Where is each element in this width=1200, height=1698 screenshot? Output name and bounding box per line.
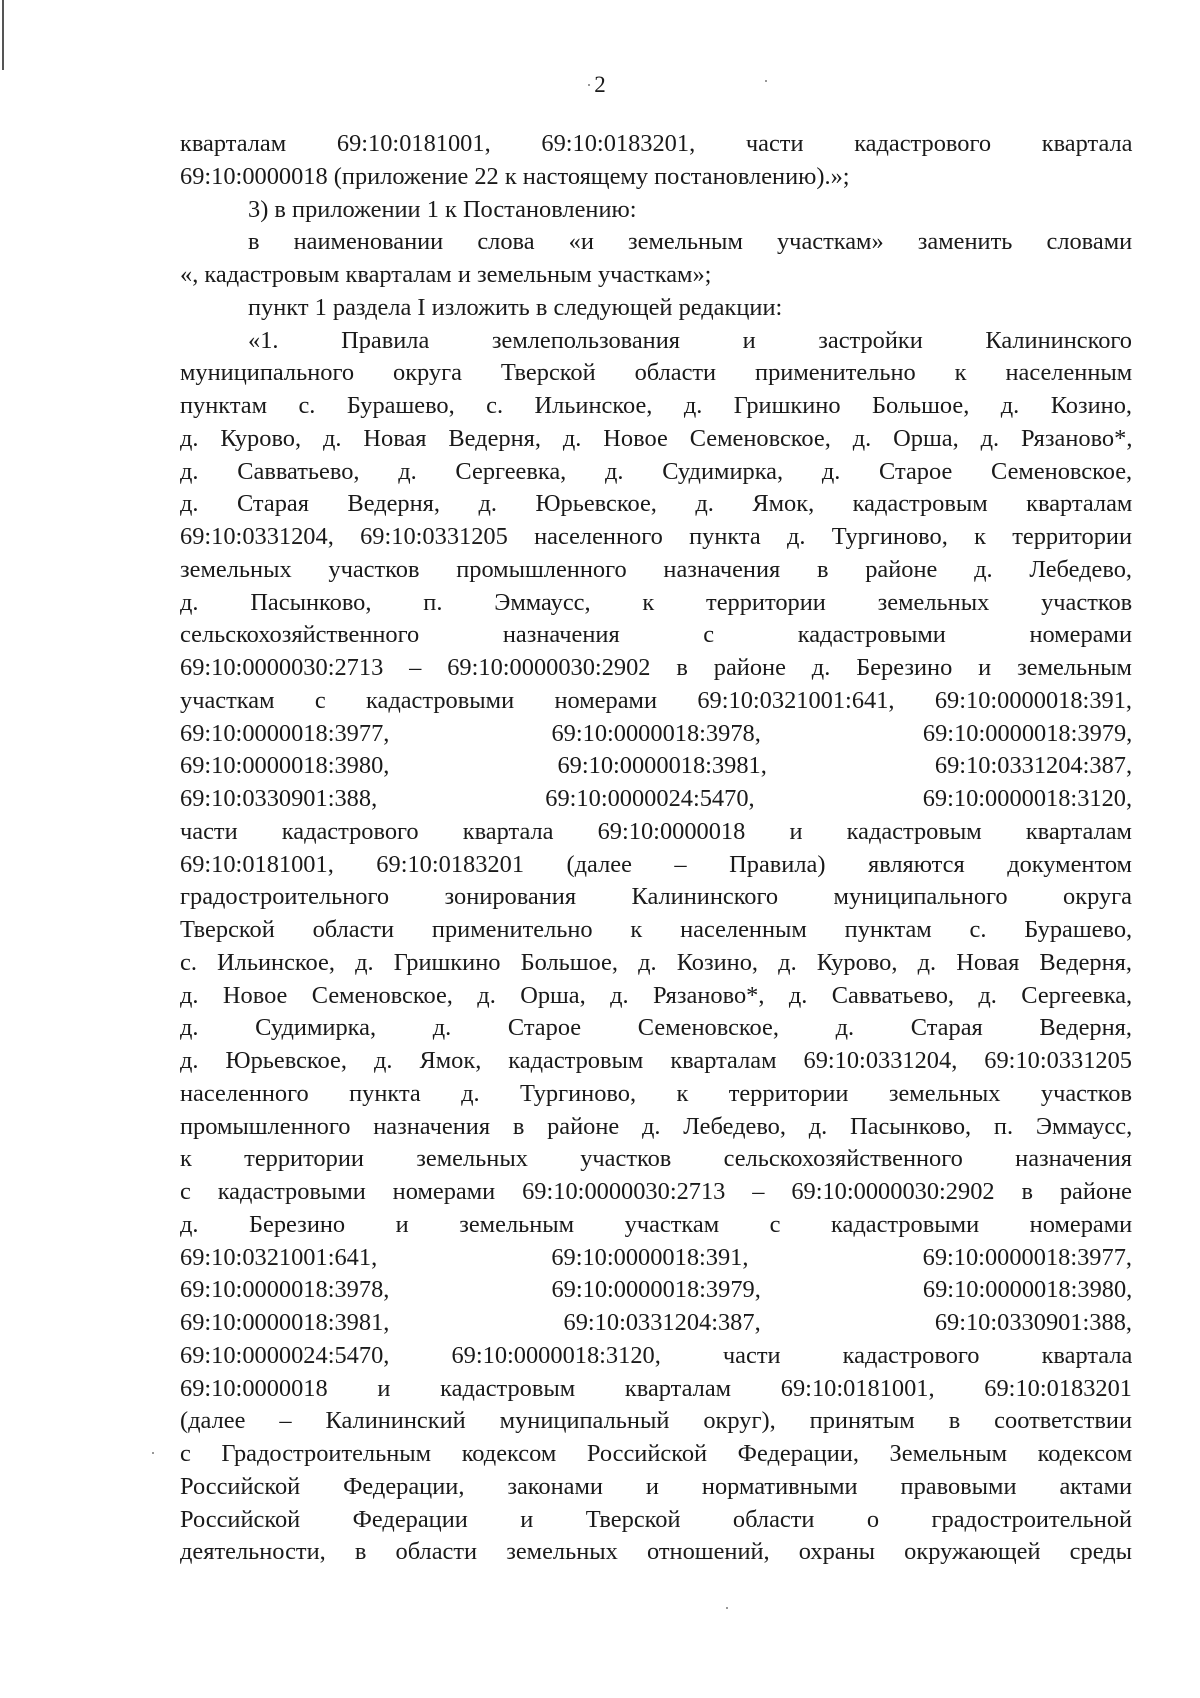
text-line: д. Савватьево, д. Сергеевка, д. Судимирка, д. Старое Семеновское, (180, 457, 1133, 485)
text-line: части кадастрового квартала 69:10:0000018 и кадастровым кварталам (180, 817, 1132, 845)
text-line: земельных участков промышленного назначения в районе д. Лебедево, (180, 555, 1132, 583)
text-line: 69:10:0181001, 69:10:0183201 (далее – Правила) являются документом (180, 850, 1132, 878)
text-line: д. Юрьевское, д. Ямок, кадастровым кварталам 69:10:0331204, 69:10:0331205 (180, 1047, 1132, 1074)
text-line: д. Новое Семеновское, д. Орша, д. Рязаново*, д. Савватьево, д. Сергеевка, (180, 981, 1133, 1009)
text-line: сельскохозяйственного назначения с кадастровыми номерами (180, 621, 1132, 649)
text-line: Тверской области применительно к населенным пунктам с. Бурашево, (180, 916, 1133, 943)
text-line: д. Курово, д. Новая Ведерня, д. Новое Семеновское, д. Орша, д. Рязаново*, (180, 424, 1133, 452)
text-line: 69:10:0000018:3978, 69:10:0000018:3979, 69:10:0000018:3980, (180, 1276, 1133, 1304)
text-line: 3) в приложении 1 к Постановлению: (248, 195, 637, 223)
text-line: участкам с кадастровыми номерами 69:10:0321001:641, 69:10:0000018:391, (180, 686, 1132, 714)
text-line: 69:10:0000018:3981, 69:10:0331204:387, 69:10:0330901:388, (180, 1309, 1132, 1336)
text-line: кварталам 69:10:0181001, 69:10:0183201, части кадастрового квартала (180, 130, 1133, 157)
text-line: 69:10:0000018 (приложение 22 к настоящему постановлению).»; (180, 162, 850, 190)
text-line: 69:10:0000018 и кадастровым кварталам 69:10:0181001, 69:10:0183201 (180, 1374, 1132, 1402)
text-line: 69:10:0000030:2713 – 69:10:0000030:2902 в районе д. Березино и земельным (180, 654, 1132, 681)
text-line: пункт 1 раздела I изложить в следующей редакции: (248, 293, 783, 321)
text-line: д. Судимирка, д. Старое Семеновское, д. Старая Ведерня, (180, 1014, 1132, 1042)
text-line: пунктам с. Бурашево, с. Ильинское, д. Гришкино Большое, д. Козино, (180, 392, 1132, 419)
text-line: 69:10:0000018:3980, 69:10:0000018:3981, 69:10:0331204:387, (180, 752, 1133, 780)
text-line: градостроительного зонирования Калининского муниципального округа (180, 883, 1132, 911)
text-line: д. Березино и земельным участкам с кадастровыми номерами (180, 1210, 1133, 1238)
page-number: 2 (594, 72, 606, 97)
text-line: «1. Правила землепользования и застройки Калининского (248, 326, 1132, 354)
text-line: д. Старая Ведерня, д. Юрьевское, д. Ямок, кадастровым кварталам (180, 490, 1133, 518)
text-line: промышленного назначения в районе д. Лебедево, д. Пасынково, п. Эммаусс, (180, 1112, 1133, 1140)
document-body (180, 128, 1132, 1569)
text-line: с. Ильинское, д. Гришкино Большое, д. Козино, д. Курово, д. Новая Ведерня, (180, 948, 1132, 976)
text-line: Российской Федерации, законами и нормативными правовыми актами (180, 1472, 1133, 1500)
text-line: д. Пасынково, п. Эммаусс, к территории земельных участков (180, 588, 1133, 616)
scan-speck (726, 1607, 728, 1609)
text-line: с кадастровыми номерами 69:10:0000030:2713 – 69:10:0000030:2902 в районе (180, 1178, 1132, 1205)
scan-speck (152, 1452, 154, 1454)
text-line: 69:10:0000018:3977, 69:10:0000018:3978, 69:10:0000018:3979, (180, 719, 1133, 747)
text-line: «, кадастровым кварталам и земельным участкам»; (180, 261, 712, 288)
text-line: с Градостроительным кодексом Российской Федерации, Земельным кодексом (180, 1440, 1133, 1467)
text-line: 69:10:0321001:641, 69:10:0000018:391, 69:10:0000018:3977, (180, 1243, 1132, 1271)
text-line: 69:10:0000024:5470, 69:10:0000018:3120, части кадастрового квартала (180, 1341, 1133, 1369)
text-line: в наименовании слова «и земельным участкам» заменить словами (248, 228, 1133, 256)
text-line: 69:10:0330901:388, 69:10:0000024:5470, 69:10:0000018:3120, (180, 785, 1133, 812)
text-line: деятельности, в области земельных отношений, охраны окружающей среды (180, 1538, 1132, 1566)
text-line: (далее – Калининский муниципальный округ), принятым в соответствии (180, 1407, 1132, 1435)
text-line: населенного пункта д. Тургиново, к территории земельных участков (180, 1079, 1132, 1107)
text-line: к территории земельных участков сельскохозяйственного назначения (180, 1145, 1132, 1173)
scan-edge-line (2, 0, 4, 70)
text-line: Российской Федерации и Тверской области о градостроительной (180, 1505, 1133, 1533)
text-line: 69:10:0331204, 69:10:0331205 населенного пункта д. Тургиново, к территории (180, 523, 1132, 550)
text-line: муниципального округа Тверской области применительно к населенным (180, 359, 1133, 387)
